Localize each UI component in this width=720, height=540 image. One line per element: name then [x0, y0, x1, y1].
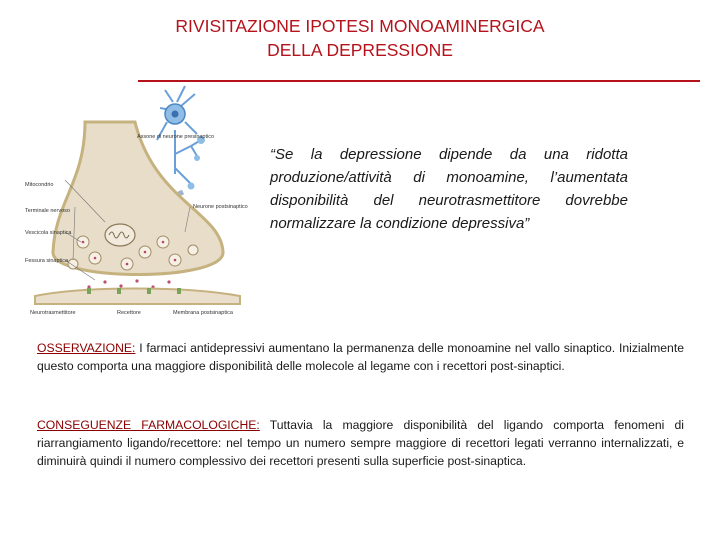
label-postneuron: Neurone postsinaptico [193, 204, 248, 210]
label-receptor: Recettore [117, 310, 141, 316]
svg-text:Mitocondrio [25, 182, 53, 188]
consequences-text: Tuttavia la maggiore disponibilità del ligando comporta fenomeni di riarrangiamento ligando/recettore: nel tempo un numero sempre maggiore di recettori legati verranno internalizzati, e diminuirà quindi il numero complessivo dei recettori presenti sulla superficie post-sinaptica. [37, 418, 684, 468]
svg-text:Terminale nervoso [25, 208, 70, 214]
synapse-illustration [25, 82, 260, 320]
title-line-1: RIVISITAZIONE IPOTESI MONOAMINERGICA [175, 16, 545, 36]
label-membrane: Membrana postsinaptica [173, 310, 233, 316]
svg-text:Recettore [117, 310, 141, 316]
label-neurotransmitter: Neurotrasmettitore [30, 310, 76, 316]
label-axon: Assone di neurone presinaptico [137, 134, 215, 140]
label-terminal: Terminale nervoso [25, 208, 70, 214]
slide-title [0, 14, 720, 62]
svg-text:Neurone postsinaptico [193, 204, 248, 210]
svg-text:Fessura sinaptica [25, 258, 69, 264]
label-cleft: Fessura sinaptica [25, 258, 69, 264]
svg-text:Vescicola sinaptica [25, 230, 72, 236]
observation-paragraph [37, 339, 684, 375]
svg-text:Assone di neurone presinaptico [137, 134, 214, 140]
consequences-paragraph [37, 416, 684, 470]
neurotransmitter-molecules [87, 279, 170, 288]
label-mitochondrion: Mitocondrio [25, 182, 54, 188]
hypothesis-quote: “Se la depressione dipende da una ridotta produzione/attività di monoamine, l’aumentata disponibilità del neurotrasmettitore dovrebbe normalizzare la condizione depressiva” [270, 146, 628, 232]
observation-heading: OSSERVAZIONE: [37, 341, 136, 355]
title-line-2: DELLA DEPRESSIONE [267, 40, 453, 60]
label-vesicle: Vescicola sinaptica [25, 230, 72, 236]
consequences-heading: CONSEGUENZE FARMACOLOGICHE: [37, 418, 260, 432]
svg-text:Membrana postsinaptica [173, 310, 234, 316]
postsynaptic-membrane [35, 289, 240, 305]
svg-text:Neurotrasmettitore [30, 310, 76, 316]
observation-text: I farmaci antidepressivi aumentano la permanenza delle monoamine nel vallo sinaptico. Inizialmente questo comporta una maggiore disponibilità delle molecole al legame con i recettori post-sinaptici. [37, 341, 684, 373]
